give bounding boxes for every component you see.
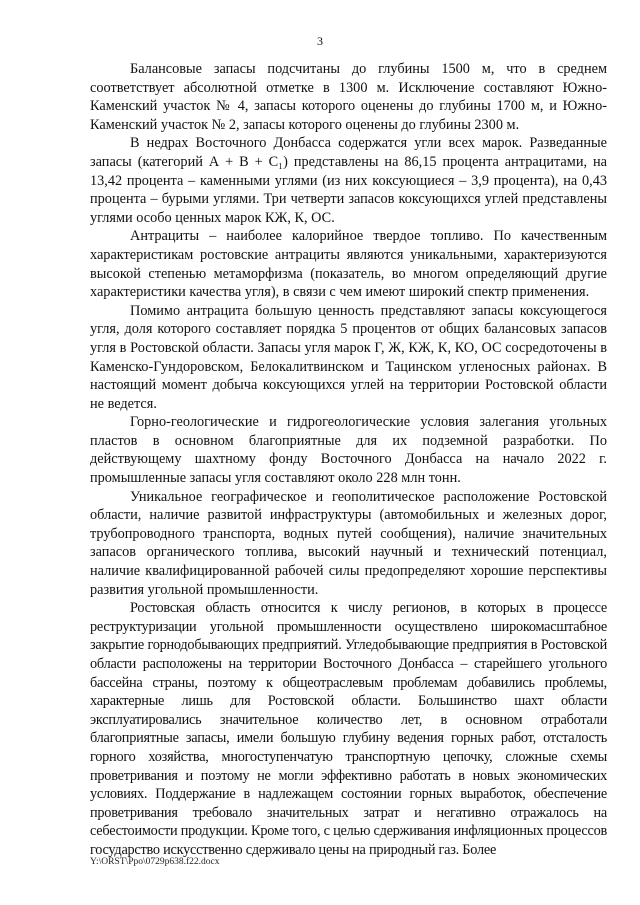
- page-number: 3: [317, 34, 323, 48]
- file-path-footer: Y:\ORST\Ppo\0729p638.f22.docx: [90, 857, 220, 867]
- paragraph-mining-conditions: Горно-геологические и гидрогеологические условия залегания угольных пластов в основном благоприятные для их подземной разработки. По действующему шахтному фонду Восточного Донбасса на начало 2022 г. промышленные запасы угля составляют около 228 млн тонн.: [90, 414, 607, 487]
- paragraph-restructuring: Ростовская область относится к числу регионов, в которых в процессе реструктуризации угольной промышленности осуществлено широкомасштабное закрытие горнодобывающих предприятий. Угледобывающие предприятия в Ростовской области расположены на территории Восточного Донбасса – старейшего угольного бассейна страны, поэтому к общеотраслевым проблемам добавились проблемы, характерные лишь для Ростовской области. Большинство шахт области эксплуатировались значительное количество лет, в основном отработали благоприятные запасы, имели большую глубину ведения горных работ, отсталость горного хозяйства, многоступенчатую транспортную цепочку, сложные схемы проветривания и поэтому не могли эффективно работать в новых экономических условиях. Поддержание в надлежащем состоянии горных выработок, обеспечение проветривания требовало значительных затрат и негативно отражалось на себестоимости продукции. Кроме того, с целью сдерживания инфляционных процессов государство искусственно сдерживало цены на природный газ. Более: [90, 600, 607, 858]
- document-body: [90, 60, 607, 860]
- paragraph-coking-coal: Помимо антрацита большую ценность представляют запасы коксующегося угля, доля которого составляет порядка 5 процентов от общих балансовых запасов угля в Ростовской области. Запасы угля марок Г, Ж, КЖ, К, КО, ОС сосредоточены в Каменско-Гундоровском, Белокалитвинском и Тацинском угленосных районах. В настоящий момент добыча коксующихся углей на территории Ростовской области не ведется.: [90, 302, 607, 412]
- paragraph-reserves-depth: Балансовые запасы подсчитаны до глубины 1500 м, что в среднем соответствует абсолютной отметке в 1300 м. Исключение составляют Южно-Каменский участок № 4, запасы которого оценены до глубины 1700 м, и Южно-Каменский участок № 2, запасы которого оценены до глубины 2300 м.: [90, 61, 607, 133]
- paragraph-prospects: Уникальное географическое и геополитическое расположение Ростовской области, наличие развитой инфраструктуры (автомобильных и железных дорог, трубопроводного транспорта, водных путей сообщения), наличие значительных запасов органического топлива, высокий научный и технический потенциал, наличие квалифицированной рабочей силы предопределяют хорошие перспективы развития угольной промышленности.: [90, 488, 607, 598]
- paragraph-anthracite: Антрациты – наиболее калорийное твердое топливо. По качественным характеристикам ростовские антрациты являются уникальными, характеризуются высокой степенью метаморфизма (показатель, во многом определяющий другие характеристики качества угля), в связи с чем имеют широкий спектр применения.: [90, 228, 607, 301]
- paragraph-coal-grades: В недрах Восточного Донбасса содержатся угли всех марок. Разведанные запасы (категорий А + В + С₁) представлены на 86,15 процента антрацитами, на 13,42 процента – каменными углями (из них коксующиеся – 3,9 процента), на 0,43 процента – бурыми углями. Три четверти запасов коксующихся углей представлены углями особо ценных марок КЖ, К, ОС.: [90, 135, 607, 226]
